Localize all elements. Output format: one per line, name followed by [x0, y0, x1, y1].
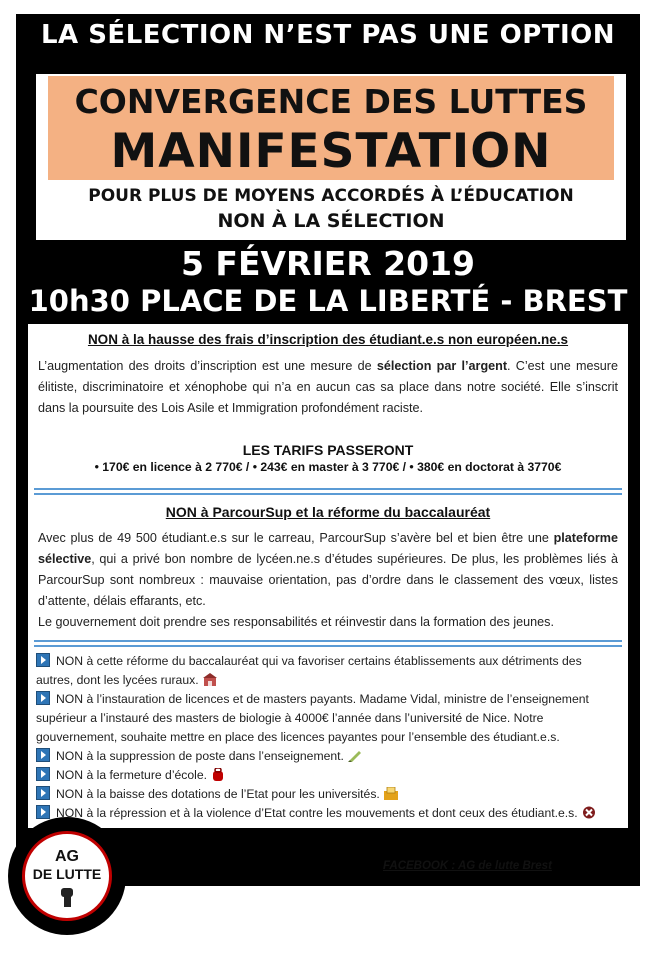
- banner-line2: MANIFESTATION: [110, 124, 552, 179]
- list-item: [36, 766, 622, 785]
- section2-text-c: Le gouvernement doit prendre ses responsabilités et réinvestir dans la formation des jeunes.: [38, 615, 554, 629]
- body-panel: [28, 324, 628, 872]
- tarifs-title: LES TARIFS PASSERONT: [242, 442, 414, 458]
- money-icon: [384, 787, 398, 800]
- section1-bold: sélection par l’argent: [376, 359, 508, 373]
- school-icon: [203, 673, 217, 686]
- logo-line2: DE LUTTE: [32, 866, 102, 882]
- list-item-text: NON à la baisse des dotations de l’Etat pour les universités.: [56, 787, 380, 801]
- list-item-text: NON à cette réforme du baccalauréat qui va favoriser certains établissements aux détriments des autres, dont les lycées ruraux.: [36, 654, 582, 687]
- list-item: [36, 785, 622, 804]
- arrow-icon: [36, 691, 50, 705]
- section2-title: NON à ParcourSup et la réforme du baccalauréat: [165, 504, 491, 520]
- divider: [34, 640, 622, 642]
- section1-text-b: . C’est une mesure élitiste, discriminatoire et xénophobe qui n’a en aucun cas sa place dans notre société. Elle s’inscrit dans la poursuite des Lois Asile et Immigration profondément raciste.: [38, 359, 618, 415]
- logo-badge: [22, 831, 112, 921]
- demands-list: [36, 652, 622, 823]
- section2-bold: plateforme sélective: [38, 531, 618, 566]
- banner-line1: CONVERGENCE DES LUTTES: [74, 82, 588, 121]
- orange-banner: [48, 76, 614, 180]
- divider: [34, 488, 622, 490]
- list-item-text: NON à la répression et à la violence d’Etat contre les mouvements et dont ceux des étudiant.e.s.: [56, 806, 578, 820]
- tarifs-line: • 170€ en licence à 2 770€ / • 243€ en master à 3 770€ / • 380€ en doctorat à 3770€: [94, 460, 562, 474]
- section1-paragraph: [38, 356, 618, 419]
- cross-icon: [582, 806, 596, 819]
- fist-icon: [58, 886, 76, 908]
- subtitle-line2: NON À LA SÉLECTION: [217, 210, 445, 232]
- section2-text-b: , qui a privé bon nombre de lycéen.ne.s d’études supérieures. De plus, les problèmes liés à ParcourSup sont nombreux : mauvaise orientation, pas d’ordre dans le classement des vœux, listes d’attente, délais effarants, etc.: [38, 552, 618, 608]
- section2-paragraph: [38, 528, 618, 633]
- section1-title: NON à la hausse des frais d’inscription des étudiant.e.s non européen.ne.s: [87, 332, 569, 347]
- backpack-icon: [211, 768, 225, 781]
- divider: [34, 645, 622, 647]
- list-item-text: NON à l’instauration de licences et de masters payants. Madame Vidal, ministre de l’enseignement supérieur a l’instauré des masters de biologie à 4000€ l’année dans l’université de Nice. Notre gouvernement, souhaite mettre en place des licences payantes pour l’ensemble des étudiant.e.s.: [36, 692, 589, 744]
- event-place: 10h30 PLACE DE LA LIBERTÉ - BREST: [28, 284, 628, 318]
- arrow-icon: [36, 653, 50, 667]
- header-panel: [36, 74, 626, 240]
- list-item: [36, 690, 622, 747]
- logo-line1: AG: [55, 848, 79, 865]
- top-title: LA SÉLECTION N’EST PAS UNE OPTION: [40, 20, 616, 50]
- subtitle-line1: POUR PLUS DE MOYENS ACCORDÉS À L’ÉDUCATION: [88, 186, 574, 206]
- ag-de-lutte-logo: [8, 817, 126, 935]
- arrow-icon: [36, 767, 50, 781]
- pencil-icon: [348, 749, 362, 762]
- list-item-text: NON à la suppression de poste dans l’enseignement.: [56, 749, 344, 763]
- event-date: 5 FÉVRIER 2019: [180, 244, 476, 283]
- facebook-label: FACEBOOK : AG de lutte Brest: [383, 860, 552, 872]
- list-item: [36, 652, 622, 690]
- section2-text-a: Avec plus de 49 500 étudiant.e.s sur le carreau, ParcourSup s’avère bel et bien être une: [38, 531, 554, 545]
- poster: [16, 14, 640, 886]
- list-item: [36, 747, 622, 766]
- list-item: [36, 804, 622, 823]
- section1-text-a: L’augmentation des droits d’inscription est une mesure de: [38, 359, 377, 373]
- divider: [34, 493, 622, 495]
- list-item-text: NON à la fermeture d’école.: [56, 768, 208, 782]
- arrow-icon: [36, 805, 50, 819]
- arrow-icon: [36, 748, 50, 762]
- arrow-icon: [36, 786, 50, 800]
